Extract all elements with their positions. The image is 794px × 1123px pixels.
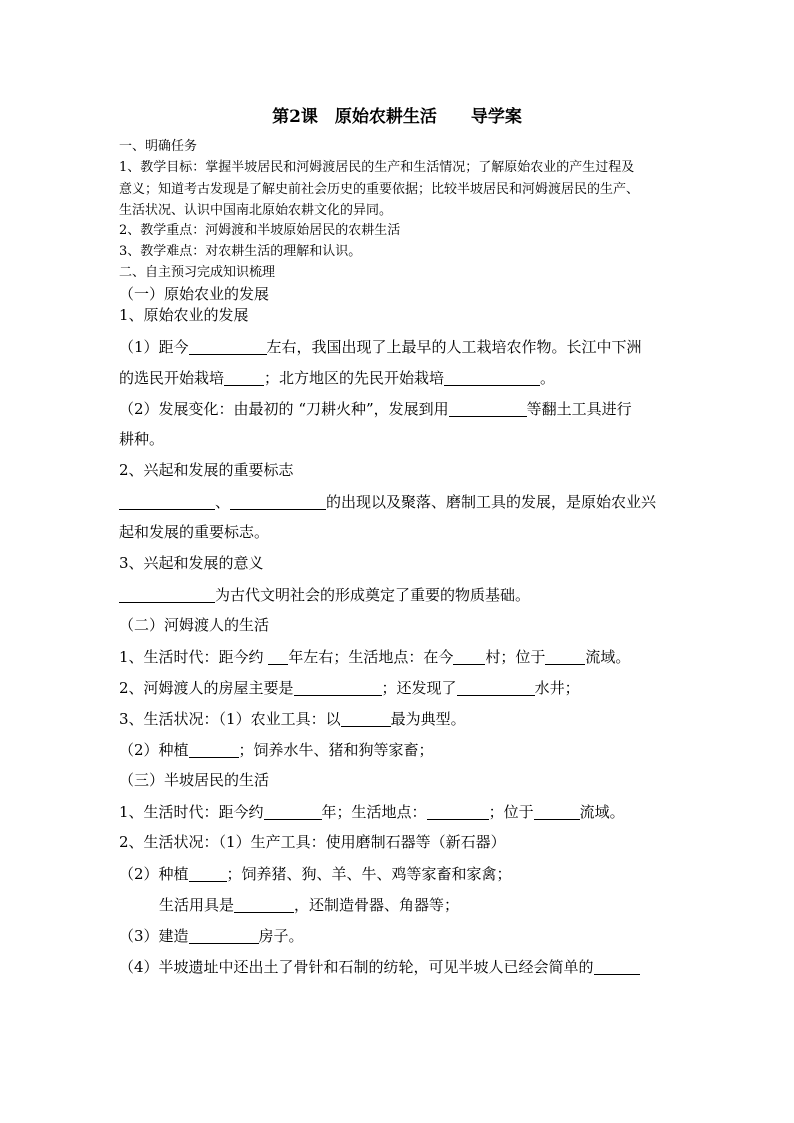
blank-banpo-location[interactable] <box>427 804 489 820</box>
blank-tools[interactable] <box>449 401 527 417</box>
blank-south-crop[interactable] <box>224 370 264 386</box>
question-1c: （2）发展变化：由最初的 “刀耕火种”，发展到用 等翻土工具进行 <box>119 400 632 418</box>
blank-hemudu-house[interactable] <box>294 680 382 696</box>
blank-years[interactable] <box>189 339 267 355</box>
banpo-line-6: （4）半坡遗址中还出土了骨针和石制的纺轮，可见半坡人已经会简单的 <box>119 959 640 975</box>
blank-sign-2[interactable] <box>230 494 326 510</box>
blank-north-crop[interactable] <box>444 370 540 386</box>
section-heading-preview: 二、自主预习完成知识梳理 <box>119 265 276 280</box>
hemudu-line-3: 3、生活状况：（1）农业工具：以 最为典型。 <box>119 710 466 728</box>
question-3a: 为古代文明社会的形成奠定了重要的物质基础。 <box>119 587 530 603</box>
page-title: 第2课 原始农耕生活 导学案 <box>272 107 522 127</box>
blank-hemudu-crop[interactable] <box>189 742 239 758</box>
blank-sign-1[interactable] <box>119 494 215 510</box>
banpo-line-4: 生活用具是 ，还制造骨器、角器等； <box>159 896 460 914</box>
blank-banpo-crop[interactable] <box>189 866 227 882</box>
banpo-line-1: 1、生活时代：距今约 年；生活地点： ；位于 流域。 <box>119 803 625 821</box>
banpo-line-2: 2、生活状况：（1）生产工具：使用磨制石器等（新石器） <box>119 833 506 851</box>
hemudu-line-4: （2）种植 ；饲养水牛、猪和狗等家畜； <box>119 741 434 759</box>
question-2a: 、 的出现以及聚落、磨制工具的发展，是原始农业兴 <box>119 494 656 510</box>
question-3-heading: 3、兴起和发展的意义 <box>119 554 264 572</box>
sub-heading-agriculture: （一）原始农业的发展 <box>119 285 270 303</box>
question-2b: 起和发展的重要标志。 <box>119 523 270 541</box>
question-1-heading: 1、原始农业的发展 <box>119 306 249 324</box>
blank-banpo-years[interactable] <box>264 804 322 820</box>
difficulty-line: 3、教学难点：对农耕生活的理解和认识。 <box>119 244 362 259</box>
question-2-heading: 2、兴起和发展的重要标志 <box>119 461 294 479</box>
blank-banpo-utensil[interactable] <box>234 897 294 913</box>
goal-line-1: 1、教学目标：掌握半坡居民和河姆渡居民的生产和生活情况；了解原始农业的产生过程及 <box>119 160 635 175</box>
blank-hemudu-river[interactable] <box>545 649 585 665</box>
blank-hemudu-tool[interactable] <box>341 711 391 727</box>
goal-line-2: 意义；知道考古发现是了解史前社会历史的重要依据；比较半坡居民和河姆渡居民的生产、 <box>119 182 640 197</box>
hemudu-line-1: 1、生活时代：距今约 年左右；生活地点：在今 村；位于 流域。 <box>119 648 631 666</box>
blank-significance[interactable] <box>119 587 215 603</box>
banpo-line-3: （2）种植 ；饲养猪、狗、羊、牛、鸡等家畜和家禽； <box>119 865 512 883</box>
blank-banpo-river[interactable] <box>534 804 580 820</box>
question-1a: （1）距今 左右，我国出现了上最早的人工栽培农作物。长江中下洲 <box>119 338 642 356</box>
blank-hemudu-years[interactable] <box>268 649 288 665</box>
key-point-line: 2、教学重点：河姆渡和半坡原始居民的农耕生活 <box>119 223 401 238</box>
blank-hemudu-well[interactable] <box>457 680 535 696</box>
section-heading-tasks: 一、明确任务 <box>119 139 198 154</box>
goal-line-3: 生活状况、认识中国南北原始农耕文化的异同。 <box>119 203 393 218</box>
blank-hemudu-village[interactable] <box>453 649 485 665</box>
banpo-line-5: （3）建造 房子。 <box>119 927 304 945</box>
question-1b: 的选民开始栽培 ；北方地区的先民开始栽培 。 <box>119 369 556 387</box>
question-1d: 耕种。 <box>119 430 165 448</box>
blank-banpo-house[interactable] <box>189 928 259 944</box>
hemudu-line-2: 2、河姆渡人的房屋主要是 ；还发现了 水井； <box>119 679 580 697</box>
sub-heading-hemudu: （二）河姆渡人的生活 <box>119 616 270 634</box>
blank-banpo-craft[interactable] <box>594 959 640 975</box>
sub-heading-banpo: （三）半坡居民的生活 <box>119 771 270 789</box>
